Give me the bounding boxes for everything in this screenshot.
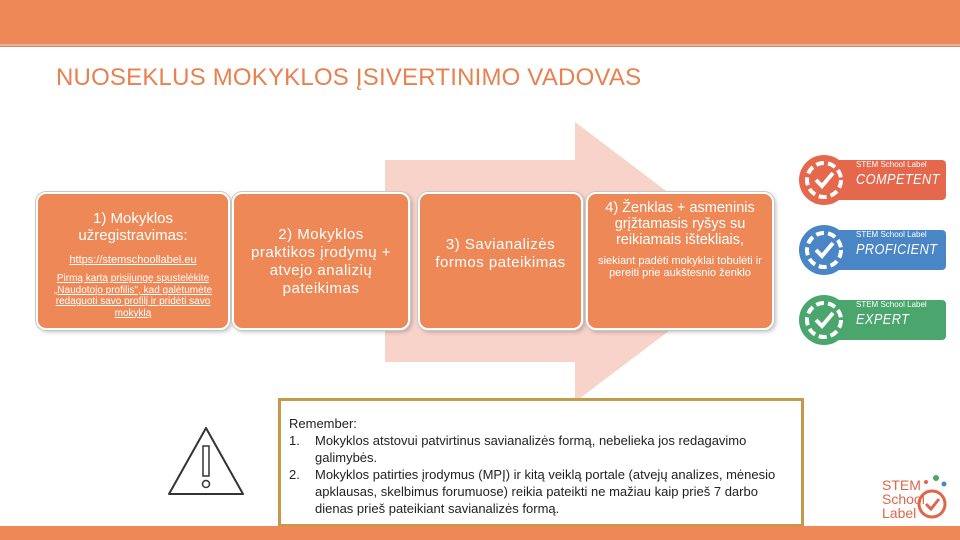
badge-proficient: [796, 224, 946, 276]
badge-proficient-label: STEM School Label: [856, 230, 927, 239]
warning-icon: [166, 424, 246, 498]
step-4-title: 4) Ženklas + asmeninis grįžtamasis ryšys su reikiamais ištekliais,: [605, 200, 755, 248]
step-3-box: [418, 192, 583, 330]
step-1-note: Pirmą kartą prisijungę spustelėkite „Naudotojo profilis", kad galėtumėte redaguoti savo profilį ir pridėti savo mokyklą: [53, 273, 213, 319]
reminder-item-number: 2.: [289, 467, 300, 482]
reminder-item-text: Mokyklos patirties įrodymus (MPĮ) ir kitą veiklą portale (atvejų analizes, mėnesio apklausas, skelbimus forumuose) reikia pateikti ne mažiau kaip prieš 7 darbo dienas prieš pateikiant savianalizės formą.: [315, 467, 776, 516]
step-4-note: siekiant padėti mokyklai tobulėti ir pereiti prie aukštesnio ženklo: [598, 255, 762, 279]
logo-line-2: School: [882, 491, 925, 507]
step-1-box: [36, 192, 230, 330]
reminder-item-text: Mokyklos atstovui patvirtinus savianalizės formą, nebelieka jos redagavimo galimybės.: [315, 433, 747, 465]
step-3-title: 3) Savianalizės formos pateikimas: [435, 236, 566, 271]
badge-proficient-level: PROFICIENT: [856, 241, 938, 258]
step-1-link[interactable]: https://stemschoollabel.eu: [69, 254, 197, 266]
reminder-box: [278, 398, 804, 527]
page-title: NUOSEKLUS MOKYKLOS ĮSIVERTINIMO VADOVAS: [56, 64, 642, 91]
reminder-list: [289, 432, 793, 517]
reminder-item-number: 1.: [289, 433, 300, 448]
reminder-heading: Remember:: [289, 416, 357, 431]
badge-expert-label: STEM School Label: [856, 300, 927, 309]
reminder-item: [289, 432, 793, 466]
step-2-title: 2) Mokyklos praktikos įrodymų + atvejo analizių pateikimas: [251, 226, 391, 297]
step-2-box: [232, 192, 410, 330]
stem-school-label-logo: [868, 470, 954, 526]
logo-line-3: Label: [882, 505, 917, 521]
bottom-band: [0, 526, 960, 540]
badge-competent-label: STEM School Label: [856, 160, 927, 169]
step-1-title: 1) Mokyklos užregistravimas:: [78, 210, 188, 244]
logo-line-1: STEM: [882, 477, 921, 493]
reminder-item: [289, 466, 793, 517]
step-4-box: [586, 192, 774, 330]
badge-expert-level: EXPERT: [856, 311, 910, 328]
badge-expert: [796, 294, 946, 346]
badge-competent-level: COMPETENT: [856, 171, 940, 188]
badge-competent: [796, 154, 946, 206]
